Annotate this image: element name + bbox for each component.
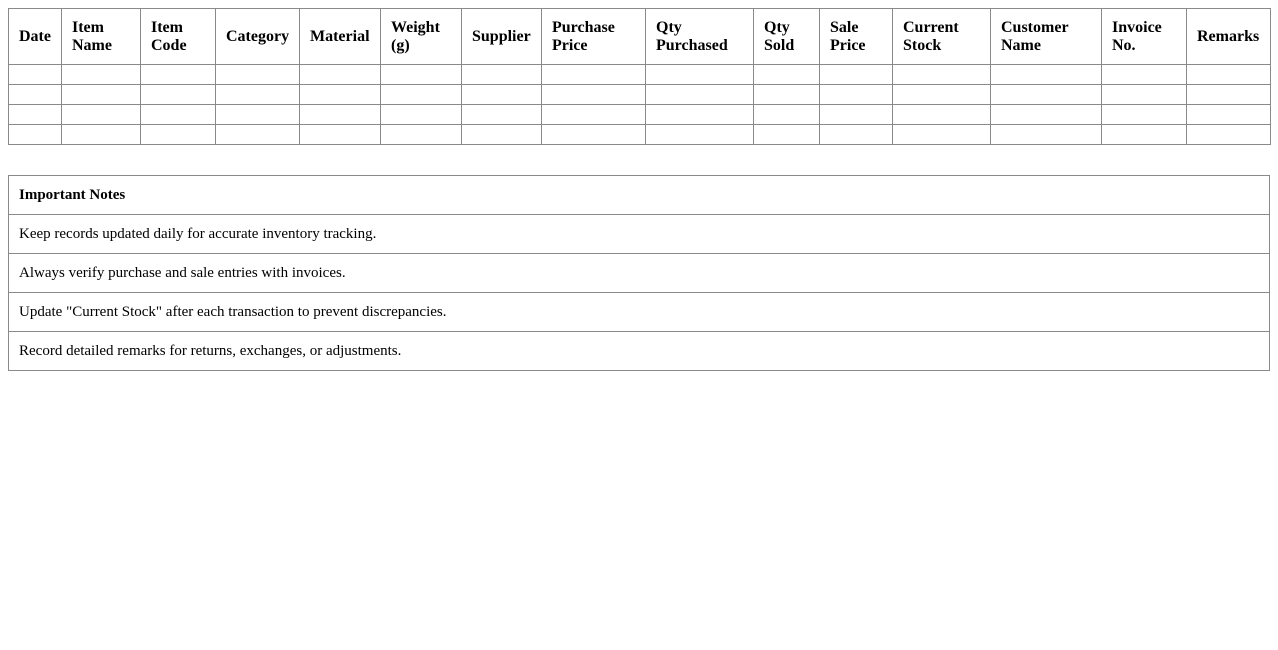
table-cell-supplier[interactable] bbox=[462, 105, 542, 125]
table-row bbox=[9, 65, 1271, 85]
column-header-label: Stock bbox=[903, 36, 942, 54]
column-header-label: Qty bbox=[656, 18, 682, 36]
table-cell-date[interactable] bbox=[9, 125, 62, 145]
table-cell-material[interactable] bbox=[300, 105, 381, 125]
table-cell-weight[interactable] bbox=[381, 105, 462, 125]
table-cell-purchase-price[interactable] bbox=[542, 125, 646, 145]
table-row bbox=[9, 85, 1271, 105]
table-cell-material[interactable] bbox=[300, 85, 381, 105]
note-row bbox=[9, 215, 1270, 254]
column-header-label: No. bbox=[1112, 36, 1136, 54]
document-sheet bbox=[8, 8, 1270, 371]
table-cell-remarks[interactable] bbox=[1187, 125, 1271, 145]
table-cell-qty-sold[interactable] bbox=[754, 85, 820, 105]
column-header-category bbox=[216, 9, 300, 65]
table-cell-category[interactable] bbox=[216, 125, 300, 145]
table-cell-purchase-price[interactable] bbox=[542, 105, 646, 125]
notes-heading-row bbox=[9, 176, 1270, 215]
note-row bbox=[9, 332, 1270, 371]
table-header-row bbox=[9, 9, 1271, 65]
note-text: Always verify purchase and sale entries with invoices. bbox=[9, 254, 1270, 293]
column-header-label: Item bbox=[72, 18, 104, 36]
table-cell-item-code[interactable] bbox=[141, 65, 216, 85]
table-cell-qty-purchased[interactable] bbox=[646, 85, 754, 105]
column-header-current-stock bbox=[893, 9, 991, 65]
column-header-remarks bbox=[1187, 9, 1271, 65]
table-cell-remarks[interactable] bbox=[1187, 85, 1271, 105]
inventory-table bbox=[8, 8, 1271, 145]
table-cell-current-stock[interactable] bbox=[893, 65, 991, 85]
column-header-item-name bbox=[62, 9, 141, 65]
table-cell-material[interactable] bbox=[300, 125, 381, 145]
table-cell-date[interactable] bbox=[9, 65, 62, 85]
table-cell-material[interactable] bbox=[300, 65, 381, 85]
note-row bbox=[9, 254, 1270, 293]
column-header-label: Customer bbox=[1001, 18, 1069, 36]
column-header-label: Invoice bbox=[1112, 18, 1162, 36]
table-cell-sale-price[interactable] bbox=[820, 105, 893, 125]
table-cell-current-stock[interactable] bbox=[893, 85, 991, 105]
table-cell-sale-price[interactable] bbox=[820, 65, 893, 85]
table-cell-item-code[interactable] bbox=[141, 125, 216, 145]
table-cell-qty-purchased[interactable] bbox=[646, 105, 754, 125]
table-cell-item-name[interactable] bbox=[62, 105, 141, 125]
table-row bbox=[9, 105, 1271, 125]
note-text: Update "Current Stock" after each transaction to prevent discrepancies. bbox=[9, 293, 1270, 332]
table-cell-qty-purchased[interactable] bbox=[646, 125, 754, 145]
table-cell-item-code[interactable] bbox=[141, 85, 216, 105]
column-header-item-code bbox=[141, 9, 216, 65]
column-header-label: Sold bbox=[764, 36, 795, 54]
notes-heading: Important Notes bbox=[9, 176, 1270, 215]
notes-table bbox=[8, 175, 1270, 371]
column-header-label: Material bbox=[310, 27, 370, 45]
table-cell-remarks[interactable] bbox=[1187, 65, 1271, 85]
column-header-label: Current bbox=[903, 18, 959, 36]
column-header-label: Price bbox=[830, 36, 866, 54]
table-cell-customer-name[interactable] bbox=[991, 65, 1102, 85]
column-header-label: Item bbox=[151, 18, 183, 36]
table-cell-weight[interactable] bbox=[381, 125, 462, 145]
table-body bbox=[9, 65, 1271, 145]
column-header-label: Supplier bbox=[472, 27, 531, 45]
table-cell-invoice-no[interactable] bbox=[1102, 125, 1187, 145]
note-text: Record detailed remarks for returns, exchanges, or adjustments. bbox=[9, 332, 1270, 371]
table-cell-invoice-no[interactable] bbox=[1102, 105, 1187, 125]
column-header-sale-price bbox=[820, 9, 893, 65]
column-header-label: Sale bbox=[830, 18, 859, 36]
table-cell-remarks[interactable] bbox=[1187, 105, 1271, 125]
table-cell-item-name[interactable] bbox=[62, 65, 141, 85]
note-text: Keep records updated daily for accurate inventory tracking. bbox=[9, 215, 1270, 254]
table-cell-supplier[interactable] bbox=[462, 85, 542, 105]
table-cell-sale-price[interactable] bbox=[820, 125, 893, 145]
column-header-label: Name bbox=[72, 36, 112, 54]
table-cell-current-stock[interactable] bbox=[893, 125, 991, 145]
column-header-qty-sold bbox=[754, 9, 820, 65]
column-header-label: Weight bbox=[391, 18, 440, 36]
column-header-label: Purchased bbox=[656, 36, 728, 54]
column-header-date bbox=[9, 9, 62, 65]
column-header-label: Category bbox=[226, 27, 290, 45]
table-cell-supplier[interactable] bbox=[462, 125, 542, 145]
table-cell-category[interactable] bbox=[216, 105, 300, 125]
table-cell-category[interactable] bbox=[216, 65, 300, 85]
note-row bbox=[9, 293, 1270, 332]
column-header-label: Price bbox=[552, 36, 588, 54]
table-cell-weight[interactable] bbox=[381, 65, 462, 85]
table-cell-item-name[interactable] bbox=[62, 125, 141, 145]
column-header-customer-name bbox=[991, 9, 1102, 65]
table-cell-qty-purchased[interactable] bbox=[646, 65, 754, 85]
column-header-qty-purchased bbox=[646, 9, 754, 65]
table-cell-category[interactable] bbox=[216, 85, 300, 105]
table-cell-sale-price[interactable] bbox=[820, 85, 893, 105]
table-cell-customer-name[interactable] bbox=[991, 105, 1102, 125]
column-header-supplier bbox=[462, 9, 542, 65]
column-header-label: Qty bbox=[764, 18, 790, 36]
column-header-label: (g) bbox=[391, 36, 410, 54]
table-cell-customer-name[interactable] bbox=[991, 125, 1102, 145]
column-header-material bbox=[300, 9, 381, 65]
column-header-weight bbox=[381, 9, 462, 65]
table-row bbox=[9, 125, 1271, 145]
table-cell-weight[interactable] bbox=[381, 85, 462, 105]
table-cell-invoice-no[interactable] bbox=[1102, 85, 1187, 105]
table-cell-date[interactable] bbox=[9, 85, 62, 105]
table-cell-supplier[interactable] bbox=[462, 65, 542, 85]
table-cell-qty-sold[interactable] bbox=[754, 65, 820, 85]
table-cell-invoice-no[interactable] bbox=[1102, 65, 1187, 85]
table-cell-current-stock[interactable] bbox=[893, 105, 991, 125]
column-header-label: Name bbox=[1001, 36, 1041, 54]
table-cell-date[interactable] bbox=[9, 105, 62, 125]
table-cell-purchase-price[interactable] bbox=[542, 85, 646, 105]
table-cell-item-code[interactable] bbox=[141, 105, 216, 125]
table-cell-customer-name[interactable] bbox=[991, 85, 1102, 105]
table-cell-item-name[interactable] bbox=[62, 85, 141, 105]
table-cell-qty-sold[interactable] bbox=[754, 125, 820, 145]
column-header-label: Purchase bbox=[552, 18, 615, 36]
table-cell-purchase-price[interactable] bbox=[542, 65, 646, 85]
column-header-label: Remarks bbox=[1197, 27, 1260, 45]
table-cell-qty-sold[interactable] bbox=[754, 105, 820, 125]
column-header-label: Date bbox=[19, 27, 51, 45]
column-header-label: Code bbox=[151, 36, 187, 54]
column-header-invoice-no bbox=[1102, 9, 1187, 65]
column-header-purchase-price bbox=[542, 9, 646, 65]
